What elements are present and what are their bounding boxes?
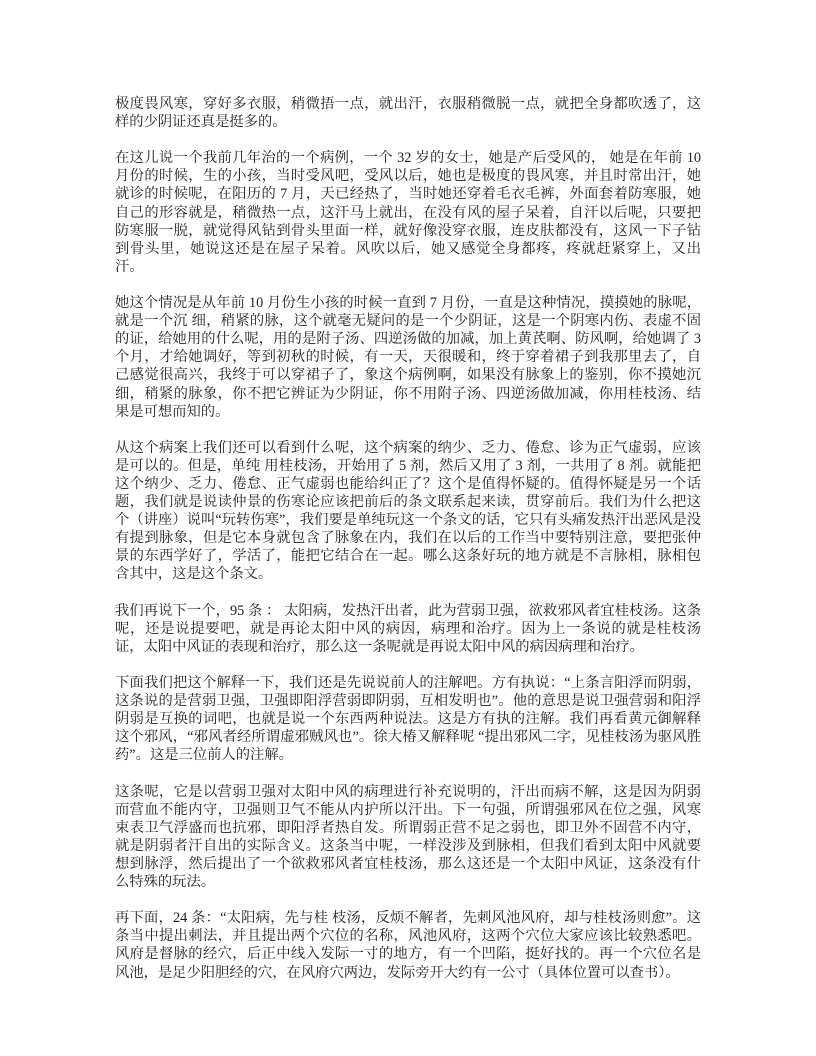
paragraph: 她这个情况是从年前 10 月份生小孩的时候一直到 7 月份，一直是这种情况，摸摸她的脉呢，就是一个沉 细，稍紧的脉，这个就毫无疑问的是一个少阴证，这是一个阴寒内伤、表虚不固的证，给她用的什么呢，用的是附子汤、四逆汤做的加减，加上黄芪啊、防风啊，给她调了 3 个月，才给她调好，等到初秋的时候，有一天，天很暖和，终于穿着裙子到我那里去了，自己感觉很高兴，我终于可以穿裙子了，象这个病例啊，如果没有脉象上的鉴别，你不摸她沉细，稍紧的脉象，你不把它辨证为少阴证，你不用附子汤、四逆汤做加减，你用桂枝汤、结果是可想而知的。 <box>115 295 701 420</box>
document-body <box>115 95 701 982</box>
paragraph: 这条呢，它是以营弱卫强对太阳中风的病理进行补充说明的，汗出而病不解，这是因为阴弱而营血不能内守，卫强则卫气不能从内护所以汗出。下一句强，所谓强邪风在位之强，风寒束表卫气浮盛而也抗邪，即阳浮者热自发。所谓弱正营不足之弱也，即卫外不固营不内守，就是阴弱者汗自出的实际含义。这条当中呢，一样没涉及到脉相，但我们看到太阳中风就要想到脉浮，然后提出了一个欲救邪风者宜桂枝汤，那么这还是一个太阳中风证，这条没有什么特殊的玩法。 <box>115 783 701 891</box>
paragraph: 极度畏风寒，穿好多衣服，稍微捂一点，就出汗，衣服稍微脱一点，就把全身都吹透了，这样的少阴证还真是挺多的。 <box>115 96 701 131</box>
paragraph: 再下面，24 条：“太阳病，先与桂 枝汤，反烦不解者，先刺风池风府，却与桂枝汤则愈”。这条当中提出刺法，并且提出两个穴位的名称，风池风府，这两个穴位大家应该比较熟悉吧。风府是督脉的经穴，后正中线入发际一寸的地方，有一个凹陷，挺好找的。再一个穴位名是风池，是足少阳胆经的穴，在风府穴两边，发际旁开大约有一公寸（具体位置可以查书）。 <box>115 910 701 981</box>
paragraph: 下面我们把这个解释一下，我们还是先说说前人的注解吧。方有执说：“上条言阳浮而阴弱，这条说的是营弱卫强，卫强即阳浮营弱即阴弱，互相发明也”。他的意思是说卫强营弱和阳浮阴弱是互换的词吧，也就是说一个东西两种说法。这是方有执的注解。我们再看黄元御解释这个邪风，“邪风者经所谓虚邪贼风也”。徐大椿又解释呢 “提出邪风二字，见桂枝汤为驱风胜药”。这是三位前人的注解。 <box>115 675 701 764</box>
paragraph: 从这个病案上我们还可以看到什么呢，这个病案的纳少、乏力、倦怠、诊为正气虚弱，应该是可以的。但是，单纯 用桂枝汤，开始用了 5 剂，然后又用了 3 剂，一共用了 8 剂。就能把这个纳少、乏力、倦怠、正气虚弱也能给纠正了？这个是值得怀疑的。值得怀疑是另一个话题，我们就是说读仲景的伤寒论应该把前后的条文联系起来读，贯穿前后。我们为什么把这个（讲座）说叫“玩转伤寒”，我们要是单纯玩这一个条文的话，它只有头痛发热汗出恶风是没有提到脉象，但是它本身就包含了脉象在内，我们在以后的工作当中要特别注意，要把张仲景的东西学好了，学活了，能把它结合在一起。哪么这条好玩的地方就是不言脉相，脉相包含其中，这是这个条文。 <box>115 439 701 583</box>
paragraph: 我们再说下一个，95 条 ： 太阳病，发热汗出者，此为营弱卫强，欲救邪风者宜桂枝汤。这条呢，还是说提要吧，就是再论太阳中风的病因，病理和治疗。因为上一条说的就是桂枝汤证，太阳中风证的表现和治疗，那么这一条呢就是再说太阳中风的病因病理和治疗。 <box>115 602 701 655</box>
paragraph: 在这儿说一个我前几年治的一个病例，一个 32 岁的女士，她是产后受风的， 她是在年前 10 月份的时候，生的小孩，当时受风吧，受风以后，她也是极度的畏风寒，并且时常出汗，她就诊的时候呢，在阳历的 7 月，天已经热了，当时她还穿着毛衣毛裤，外面套着防寒服，她自己的形容就是，稍微热一点，这汗马上就出，在没有风的屋子呆着，自汗以后呢，只要把防寒服一脱，就觉得风钻到骨头里面一样，就好像没穿衣服，连皮肤都没有，这风一下子钻到骨头里，她说这还是在屋子呆着。风吹以后，她又感觉全身都疼，疼就赶紧穿上，又出汗。 <box>115 150 701 275</box>
